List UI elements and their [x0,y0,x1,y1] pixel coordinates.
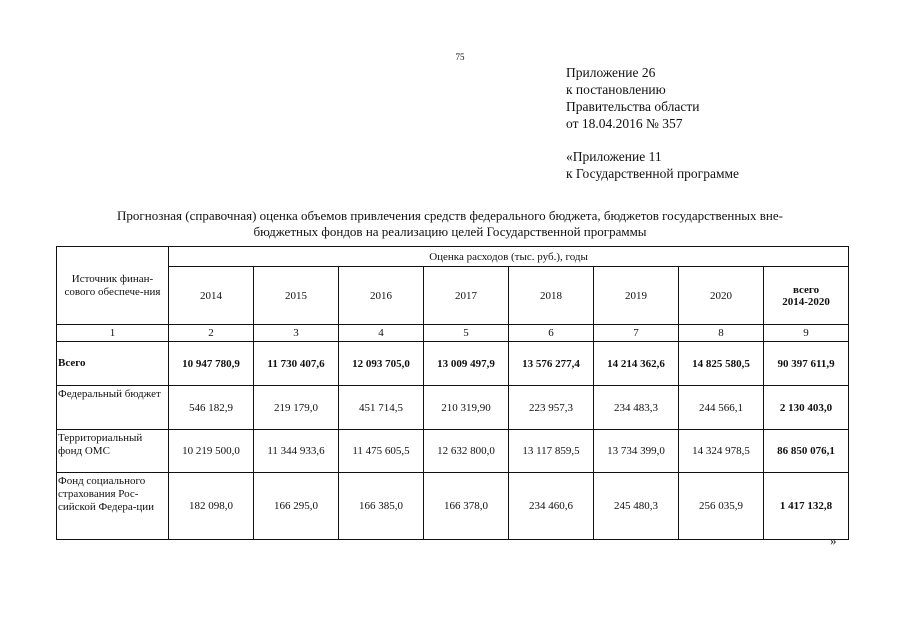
table-cell: 10 219 500,0 [169,430,254,473]
table-cell: 13 009 497,9 [424,342,509,386]
appendix-line: к Государственной программе [566,166,740,181]
table-cell: 11 475 605,5 [339,430,424,473]
table-row [57,430,849,473]
table-cell: 13 117 859,5 [509,430,594,473]
year-header: 2020 [679,267,764,325]
closing-quote: » [830,533,837,548]
table-cell: 90 397 611,9 [764,342,849,386]
table-row [57,386,849,430]
appendix-spacer [566,132,739,148]
total-header-line: 2014-2020 [782,295,830,308]
table-cell: 256 035,9 [679,473,764,540]
column-number: 5 [424,325,509,342]
appendix-line: Правительства области [566,99,700,114]
year-header: 2017 [424,267,509,325]
funding-table [56,246,849,540]
row-label: Всего [57,342,169,386]
appendix-line: от 18.04.2016 № 357 [566,116,683,131]
year-header: 2014 [169,267,254,325]
column-number: 7 [594,325,679,342]
column-number: 9 [764,325,849,342]
table-cell: 234 483,3 [594,386,679,430]
appendix-header [566,64,739,182]
table-cell: 14 214 362,6 [594,342,679,386]
appendix-line: к постановлению [566,82,666,97]
source-header: Источник финан-сового обеспече-ния [57,247,169,325]
table-cell: 1 417 132,8 [764,473,849,540]
year-header: 2015 [254,267,339,325]
table-cell: 210 319,90 [424,386,509,430]
title-line: Прогнозная (справочная) оценка объемов привлечения средств федерального бюджета, бюджетов государственных вне- [117,208,783,223]
appendix-line: Приложение 26 [566,65,656,80]
table-cell: 14 324 978,5 [679,430,764,473]
total-header-line: всего [792,283,820,296]
table-cell: 244 566,1 [679,386,764,430]
column-number: 1 [57,325,169,342]
table-cell: 166 385,0 [339,473,424,540]
table-cell: 14 825 580,5 [679,342,764,386]
table-cell: 451 714,5 [339,386,424,430]
table-cell: 13 734 399,0 [594,430,679,473]
group-header: Оценка расходов (тыс. руб.), годы [169,247,849,267]
table-cell: 223 957,3 [509,386,594,430]
table-cell: 12 093 705,0 [339,342,424,386]
table-cell: 11 344 933,6 [254,430,339,473]
table-cell: 11 730 407,6 [254,342,339,386]
column-number: 8 [679,325,764,342]
table-cell: 219 179,0 [254,386,339,430]
table-cell: 12 632 800,0 [424,430,509,473]
year-header: 2019 [594,267,679,325]
table-cell: 234 460,6 [509,473,594,540]
column-number: 6 [509,325,594,342]
table-cell: 182 098,0 [169,473,254,540]
column-number: 2 [169,325,254,342]
title-line: бюджетных фондов на реализацию целей Государственной программы [253,224,647,239]
document-title [60,208,840,240]
total-header [764,267,849,325]
page-number: 75 [455,52,465,62]
table-cell: 86 850 076,1 [764,430,849,473]
table-row [57,342,849,386]
year-header: 2016 [339,267,424,325]
table-cell: 166 378,0 [424,473,509,540]
table-cell: 10 947 780,9 [169,342,254,386]
row-label: Фонд социального страхования Рос-сийской Федера-ции [57,473,169,540]
table-cell: 245 480,3 [594,473,679,540]
table-cell: 166 295,0 [254,473,339,540]
column-number: 4 [339,325,424,342]
year-header: 2018 [509,267,594,325]
appendix-line: «Приложение 11 [566,149,662,164]
table-cell: 2 130 403,0 [764,386,849,430]
table-cell: 546 182,9 [169,386,254,430]
table-row [57,473,849,540]
table-cell: 13 576 277,4 [509,342,594,386]
row-label: Федеральный бюджет [57,386,169,430]
row-label: Территориальный фонд ОМС [57,430,169,473]
column-number: 3 [254,325,339,342]
